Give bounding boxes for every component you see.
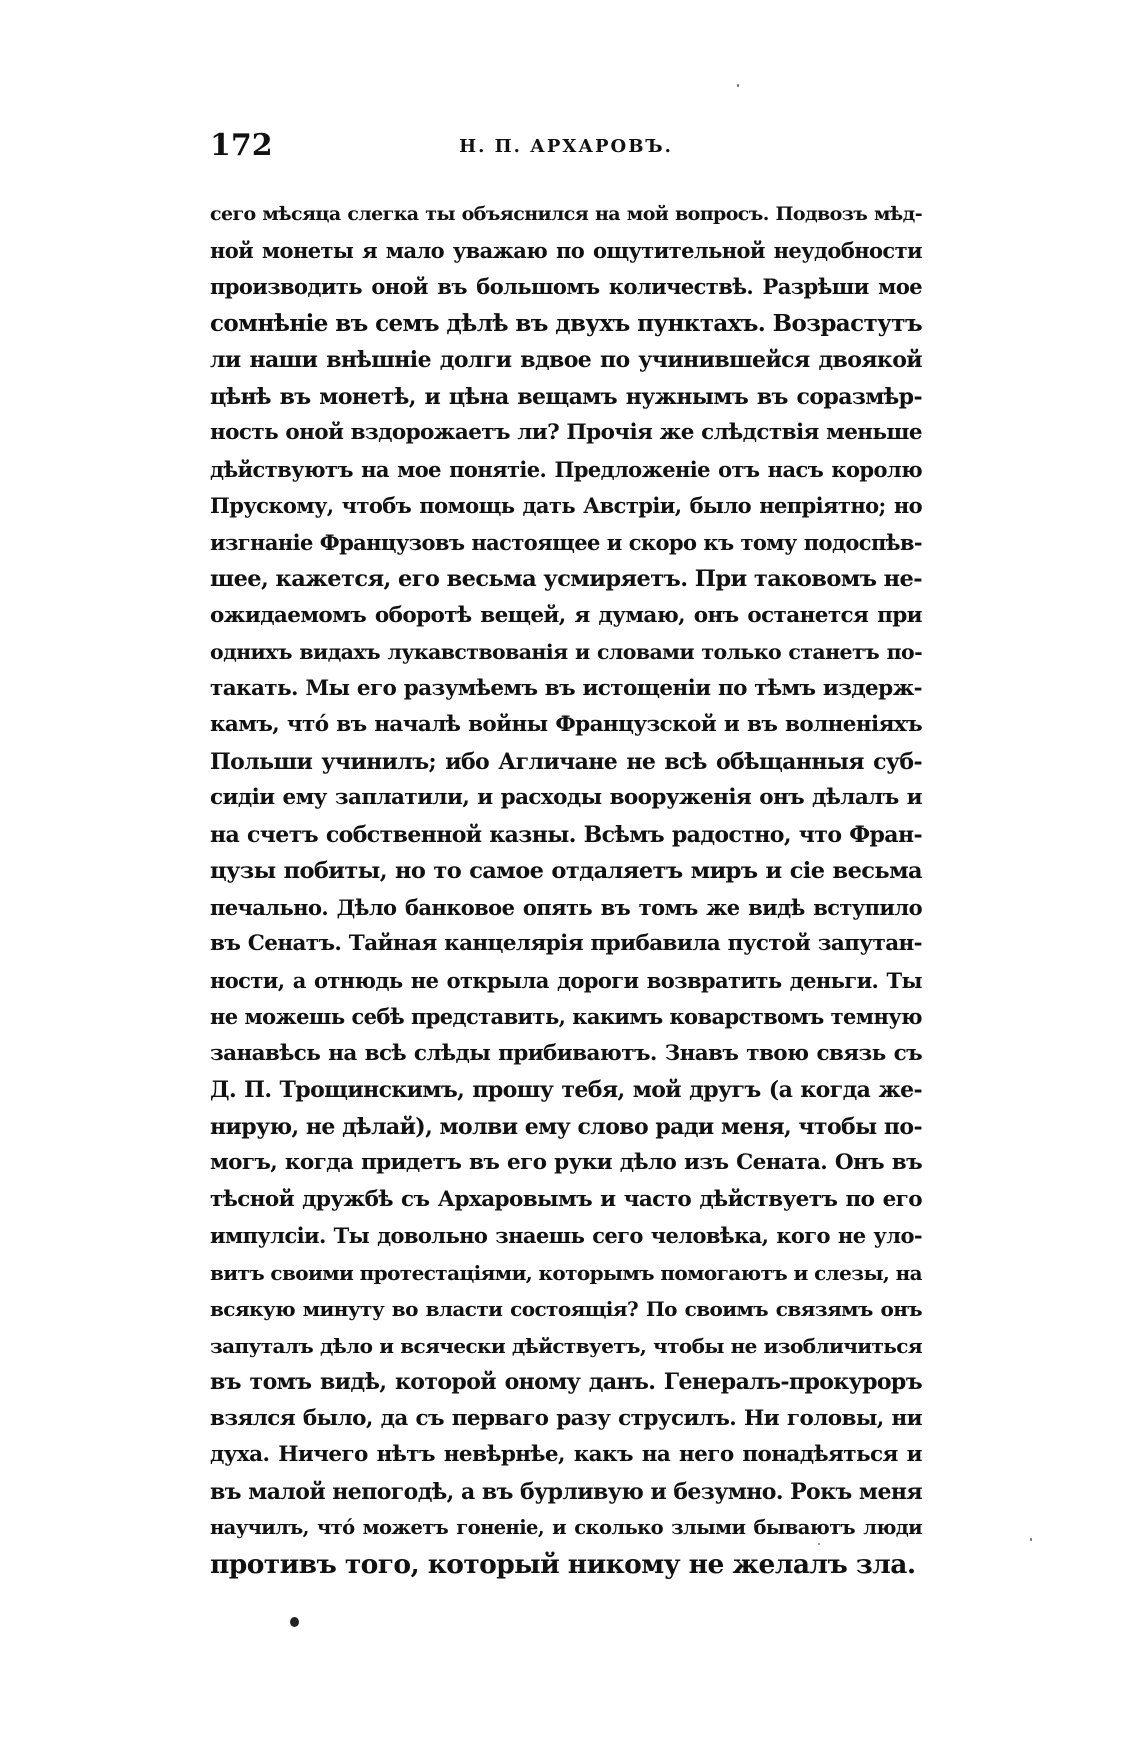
text-line: духа. Ничего нѣтъ невѣрнѣе, какъ на него понадѣяться и bbox=[210, 1442, 922, 1467]
print-speck bbox=[290, 1617, 299, 1627]
text-line: сомнѣніе въ семъ дѣлѣ въ двухъ пунктахъ. Возрастутъ bbox=[210, 309, 922, 337]
text-line: Д. П. Трощинскимъ, прошу тебя, мой другъ (а когда же- bbox=[210, 1077, 922, 1103]
text-line: нирую, не дѣлай), молви ему слово ради меня, чтобы по- bbox=[210, 1113, 922, 1140]
print-speck bbox=[737, 84, 739, 87]
text-line: изгнаніе Французовъ настоящее и скоро къ тому подоспѣв- bbox=[210, 529, 922, 555]
text-line: ность оной вздорожаетъ ли? Прочія же слѣдствія меньше bbox=[210, 420, 922, 445]
text-line: Польши учинилъ; ибо Агличане не всѣ обѣщанныя суб- bbox=[210, 748, 922, 775]
text-line: въ малой непогодѣ, а въ бурливую и безумно. Рокъ меня bbox=[210, 1478, 922, 1505]
text-line: цѣнѣ въ монетѣ, и цѣна вещамъ нужнымъ въ соразмѣр- bbox=[210, 383, 922, 410]
body-text bbox=[210, 196, 922, 1583]
page-header bbox=[210, 128, 922, 168]
text-line: цузы побиты, но то самое отдаляетъ миръ и сіе весьма bbox=[210, 858, 922, 884]
text-line: ожидаемомъ оборотѣ вещей, я думаю, онъ останется при bbox=[210, 602, 922, 628]
print-speck bbox=[818, 1543, 820, 1545]
text-line: ной монеты я мало уважаю по ощутительной неудобности bbox=[210, 237, 922, 263]
text-line: могъ, когда придетъ въ его руки дѣло изъ Сената. Онъ въ bbox=[210, 1150, 922, 1175]
text-line: ности, а отнюдь не открыла дороги возвратить деньги. Ты bbox=[210, 967, 922, 993]
text-line: ли наши внѣшніе долги вдвое по учинившейся двоякой bbox=[210, 347, 922, 373]
text-line: занавѣсь на всѣ слѣды прибиваютъ. Знавъ твою связь съ bbox=[210, 1040, 922, 1066]
text-line: взялся было, да съ перваго разу струсилъ. Ни головы, ни bbox=[210, 1405, 922, 1431]
text-line: камъ, чтó въ началѣ войны Французской и въ волненіяхъ bbox=[210, 712, 922, 737]
text-line: шее, кажется, его весьма усмиряетъ. При таковомъ не- bbox=[210, 566, 922, 592]
text-line: сего мѣсяца слегка ты объяснился на мой вопросъ. Подвозъ мѣд- bbox=[210, 203, 922, 225]
text-line: не можешь себѣ представить, какимъ коварствомъ темную bbox=[210, 1004, 922, 1029]
text-line: сидіи ему заплатили, и расходы вооруженія онъ дѣлалъ и bbox=[210, 785, 922, 810]
text-line-last: противъ того, который никому не желалъ зла. bbox=[210, 1548, 916, 1580]
text-line: дѣйствуютъ на мое понятіе. Предложеніе отъ насъ королю bbox=[210, 456, 922, 482]
text-line: запуталъ дѣло и всячески дѣйствуетъ, чтобы не изобличиться bbox=[210, 1333, 922, 1358]
text-line: научилъ, чтó можетъ гоненіе, и сколько злыми бываютъ люди bbox=[210, 1516, 922, 1539]
text-line: печально. Дѣло банковое опять въ томъ же видѣ вступило bbox=[210, 894, 922, 920]
print-speck bbox=[1030, 1538, 1032, 1541]
text-line: производить оной въ большомъ количествѣ. Разрѣши мое bbox=[210, 274, 922, 299]
text-line: въ Сенатъ. Тайная канцелярія прибавила пустой запутан- bbox=[210, 931, 922, 956]
text-line: въ томъ видѣ, которой оному данъ. Генералъ-прокуроръ bbox=[210, 1369, 922, 1395]
text-line: такать. Мы его разумѣемъ въ истощеніи по тѣмъ издерж- bbox=[210, 675, 922, 701]
text-line: импулсіи. Ты довольно знаешь сего человѣка, кого не уло- bbox=[210, 1223, 922, 1248]
text-line: на счетъ собственной казны. Всѣмъ радостно, что Фран- bbox=[210, 821, 922, 848]
text-line: тѣсной дружбѣ съ Архаровымъ и часто дѣйствуетъ по его bbox=[210, 1186, 922, 1212]
text-line: однихъ видахъ лукавствованія и словами только станетъ по- bbox=[210, 640, 922, 664]
running-head: Н. П. АРХАРОВЪ. bbox=[459, 136, 673, 157]
page-number: 172 bbox=[210, 128, 273, 163]
text-line: Прускому, чтобъ помощь дать Австріи, было непріятно; но bbox=[210, 493, 922, 518]
text-line: витъ своими протестаціями, которымъ помогаютъ и слезы, на bbox=[210, 1260, 922, 1285]
text-line: всякую минуту во власти состоящія? По своимъ связямъ онъ bbox=[210, 1297, 922, 1321]
